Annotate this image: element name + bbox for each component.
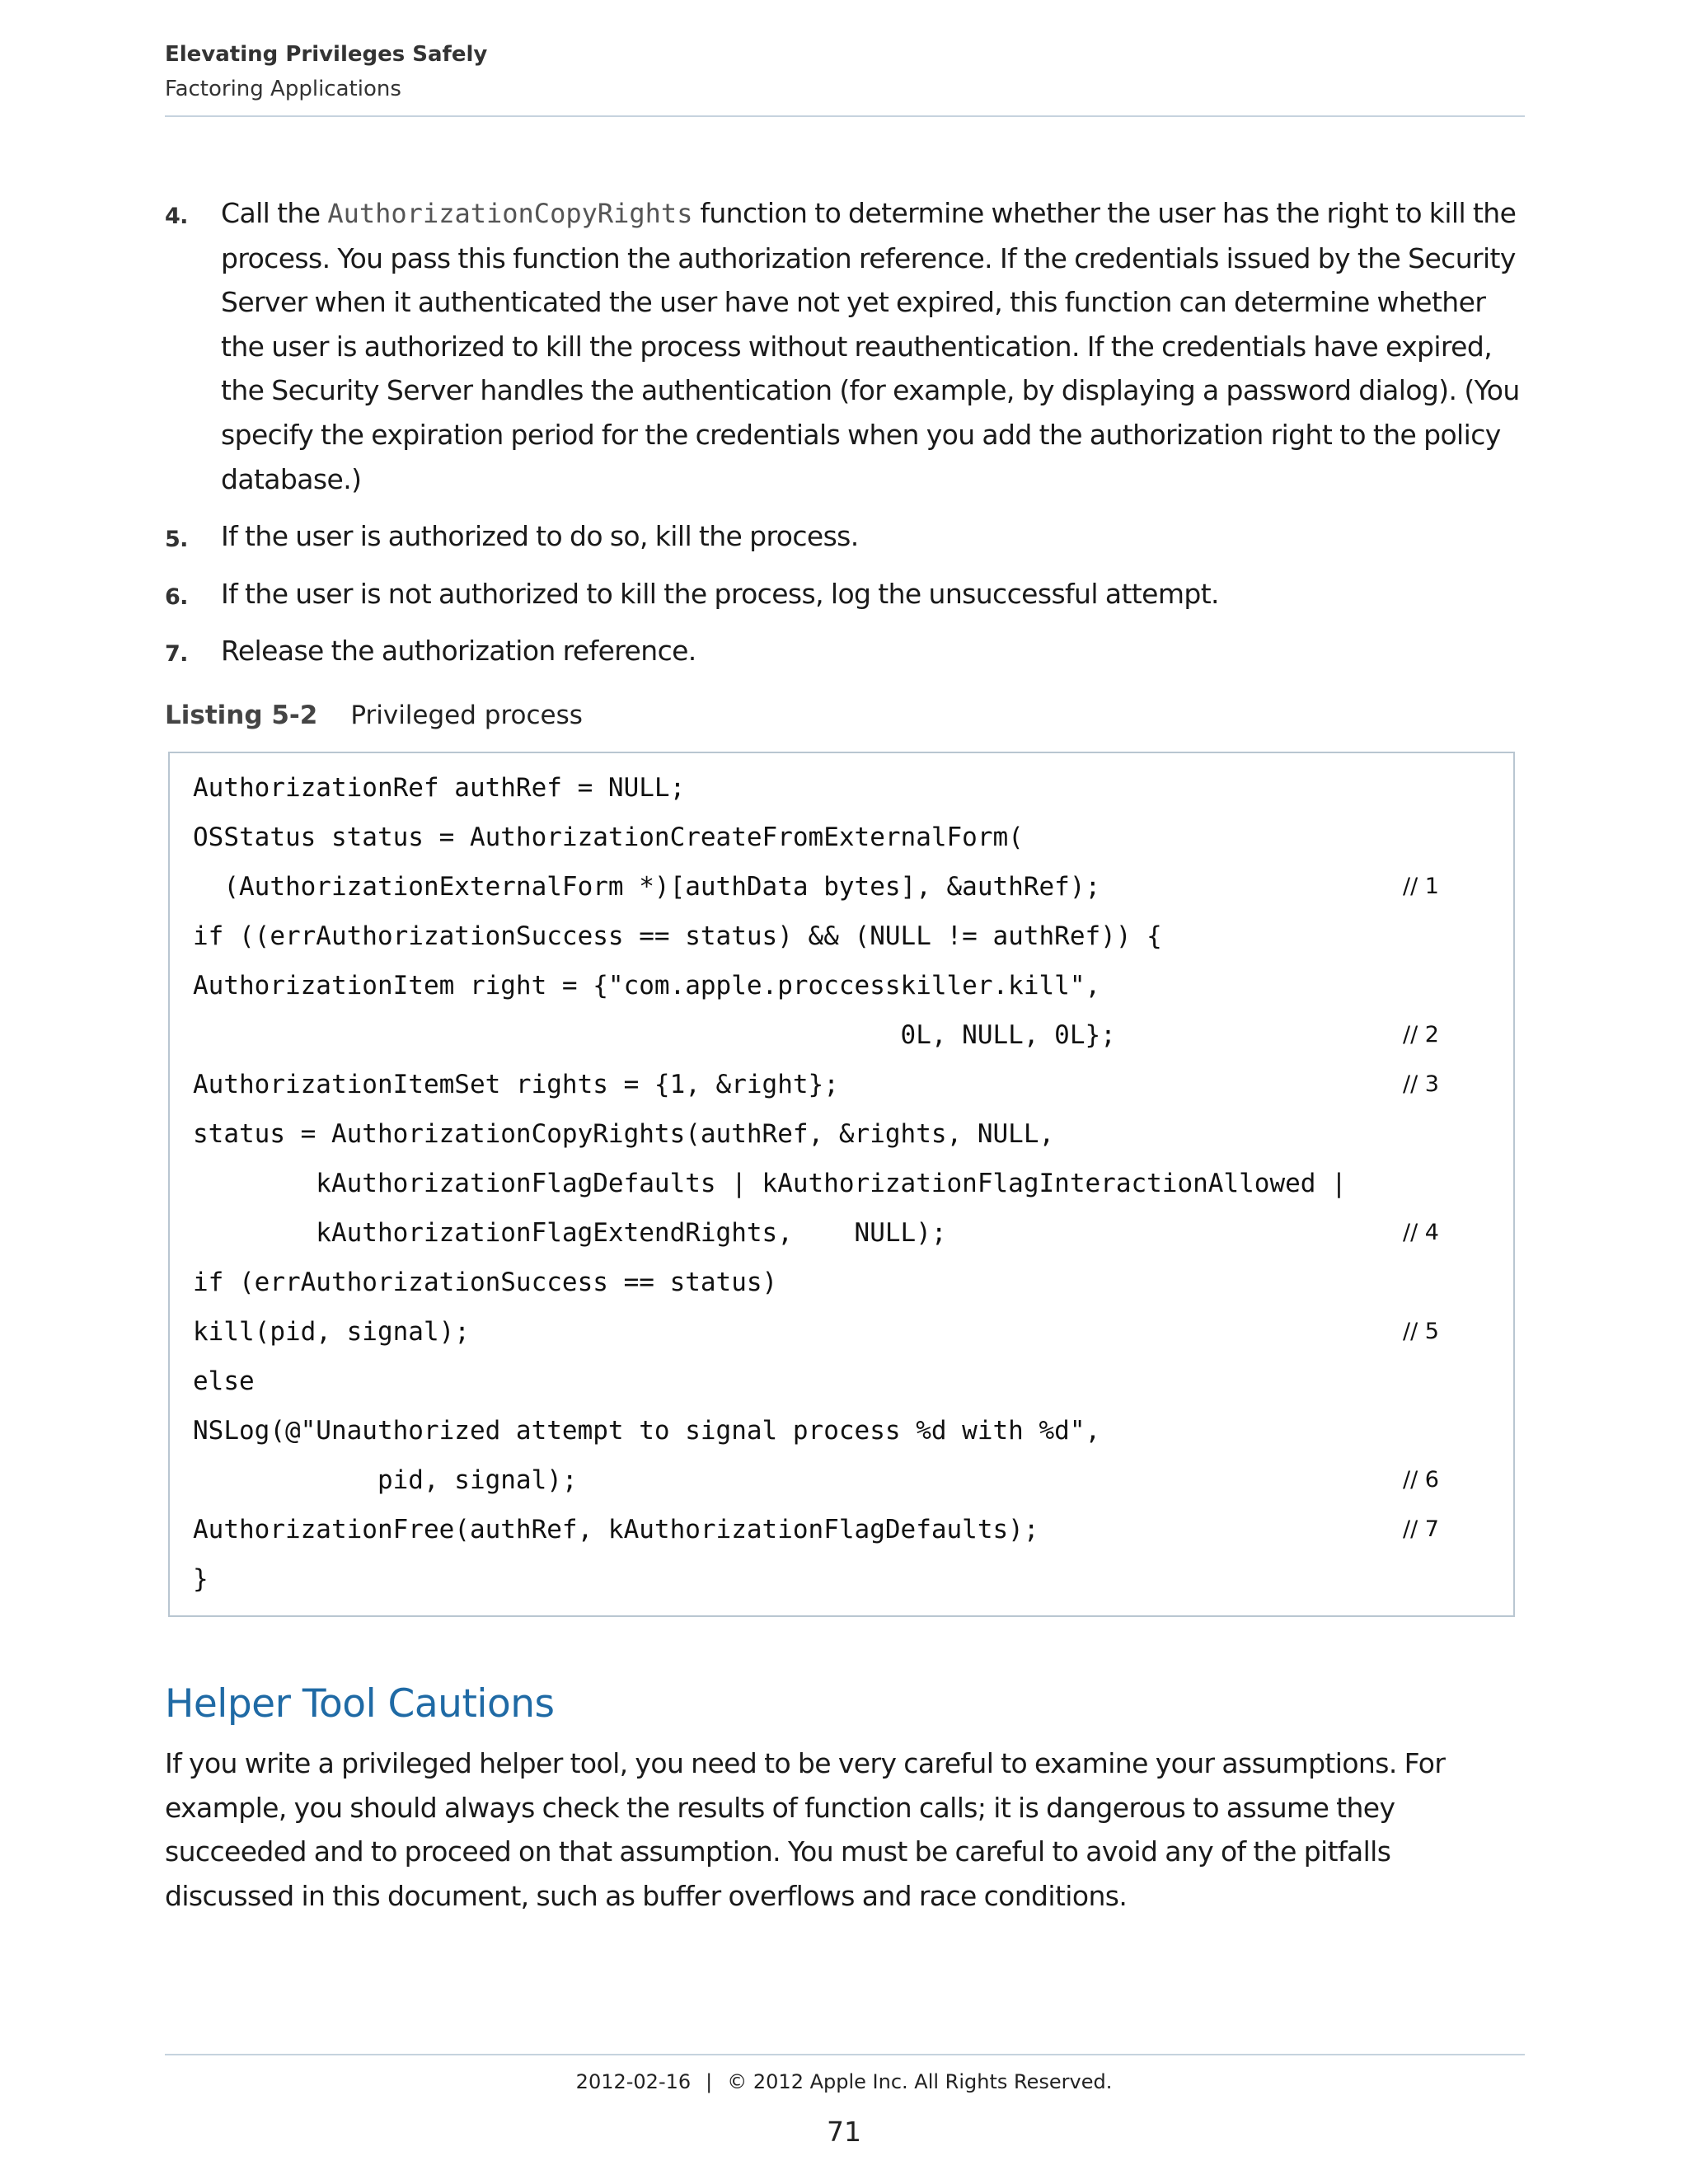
inline-code-function: AuthorizationCopyRights xyxy=(327,198,693,229)
running-header xyxy=(165,38,1525,117)
code-line-reference: // 1 xyxy=(1403,874,1439,899)
code-line: OSStatus status = AuthorizationCreateFromExternalForm( xyxy=(193,823,1024,852)
step-number: 5. xyxy=(165,527,188,553)
code-line-reference: // 2 xyxy=(1403,1022,1439,1047)
step-text: Call the xyxy=(221,197,328,229)
code-listing xyxy=(168,752,1515,1617)
code-line-reference: // 7 xyxy=(1403,1516,1439,1542)
step-number: 7. xyxy=(165,641,188,668)
listing-caption xyxy=(165,699,583,732)
code-line: pid, signal); xyxy=(193,1465,578,1495)
procedure-steps xyxy=(165,191,1525,687)
body-paragraph: If you write a privileged helper tool, you need to be very careful to examine your assumptions. For example, you should always check the results of function calls; it is dangerous to assume they succeeded and to proceed on that assumption. You must be careful to avoid any of the pitfalls discussed in this document, such as buffer overflows and race conditions. xyxy=(165,1747,1446,1912)
code-line-reference: // 5 xyxy=(1403,1319,1439,1344)
page-footer xyxy=(0,2067,1688,2097)
code-line-reference: // 3 xyxy=(1403,1071,1439,1097)
listing-title: Privileged process xyxy=(350,701,583,730)
listing-number: Listing 5-2 xyxy=(165,701,318,730)
step-number: 6. xyxy=(165,583,188,610)
step-text: If the user is authorized to do so, kill the process. xyxy=(221,520,859,553)
code-line: } xyxy=(193,1564,209,1594)
section-title: Factoring Applications xyxy=(165,77,401,101)
code-line: if (errAuthorizationSuccess == status) xyxy=(193,1268,778,1297)
step-number: 4. xyxy=(165,204,188,229)
step-item xyxy=(165,572,1525,616)
code-line: kill(pid, signal); xyxy=(193,1317,470,1347)
footer-separator: | xyxy=(706,2070,713,2093)
step-text: If the user is not authorized to kill the process, log the unsuccessful attempt. xyxy=(221,577,1219,610)
step-text: Release the authorization reference. xyxy=(221,635,696,668)
step-item xyxy=(165,191,1525,501)
footer-date: 2012-02-16 xyxy=(575,2070,692,2093)
step-item xyxy=(165,629,1525,673)
code-line: AuthorizationFree(authRef, kAuthorizationFlagDefaults); xyxy=(193,1515,1039,1544)
code-line: AuthorizationItem right = {"com.apple.proccesskiller.kill", xyxy=(193,971,1101,1001)
code-line: AuthorizationItemSet rights = {1, &right}; xyxy=(193,1070,839,1099)
section-heading: Helper Tool Cautions xyxy=(165,1681,555,1727)
code-line: else xyxy=(193,1366,255,1396)
code-line: kAuthorizationFlagDefaults | kAuthorizationFlagInteractionAllowed | xyxy=(193,1169,1347,1198)
chapter-title: Elevating Privileges Safely xyxy=(165,42,488,67)
code-line: 0L, NULL, 0L}; xyxy=(193,1020,1116,1050)
code-line: AuthorizationRef authRef = NULL; xyxy=(193,773,686,803)
page-number: 71 xyxy=(827,2116,861,2148)
code-line-reference: // 6 xyxy=(1403,1467,1439,1493)
code-line: if ((errAuthorizationSuccess == status) && (NULL != authRef)) { xyxy=(193,921,1162,951)
code-line: kAuthorizationFlagExtendRights, NULL); xyxy=(193,1218,947,1248)
step-text: function to determine whether the user has the right to kill the process. You pass this function the authorization reference. If the credentials issued by the Security Server when it authenticated the user have not yet expired, this function can determine whether the user is authorized to kill the process without reauthentication. If the credentials have expired, the Security Server handles the authentication (for example, by displaying a password dialog). (You specify the expiration period for the credentials when you add the authorization right to the policy database.) xyxy=(221,197,1520,495)
footer-divider xyxy=(165,2054,1525,2055)
step-item xyxy=(165,514,1525,559)
code-line-reference: // 4 xyxy=(1403,1220,1439,1245)
code-line: (AuthorizationExternalForm *)[authData bytes], &authRef); xyxy=(193,872,1101,902)
code-line: NSLog(@"Unauthorized attempt to signal process %d with %d", xyxy=(193,1416,1101,1446)
code-line: status = AuthorizationCopyRights(authRef, &rights, NULL, xyxy=(193,1119,1055,1149)
footer-copyright: © 2012 Apple Inc. All Rights Reserved. xyxy=(727,2070,1113,2093)
